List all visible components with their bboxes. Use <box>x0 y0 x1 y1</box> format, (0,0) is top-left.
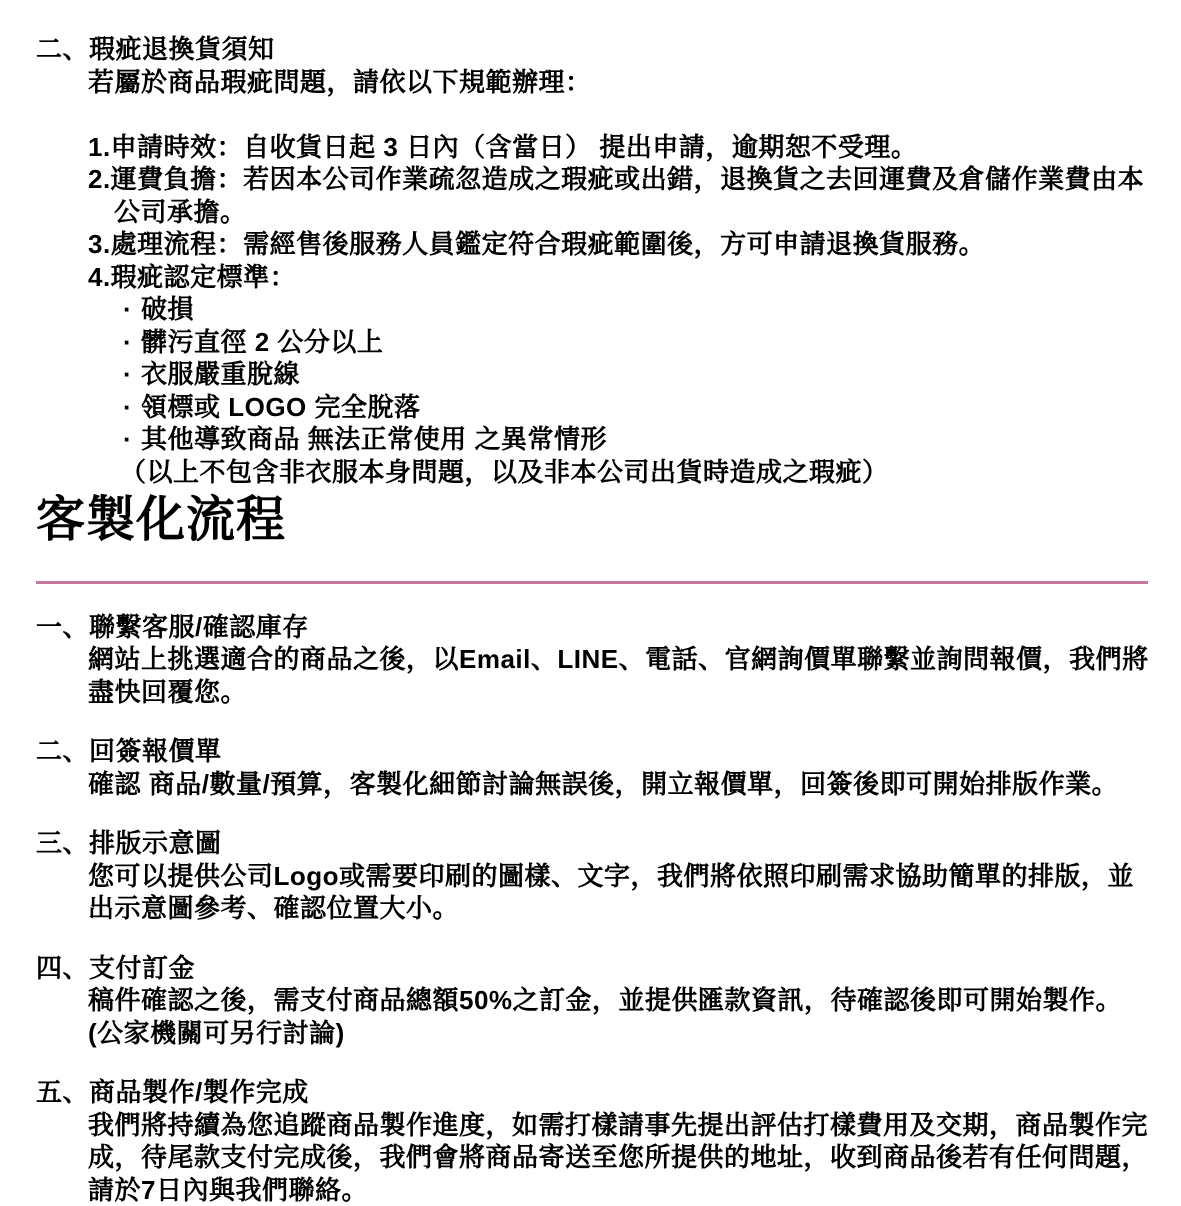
step-sign-quotation <box>36 735 1151 800</box>
step-title: 五、商品製作/製作完成 <box>36 1077 309 1108</box>
step-line: 確認 商品/數量/預算，客製化細節討論無誤後，開立報價單，回簽後即可開始排版作業。 <box>88 768 1119 799</box>
step-title: 一、聯繫客服/確認庫存 <box>36 611 309 642</box>
bullet-dot: · <box>123 424 133 454</box>
criteria-item-text: 領標或 LOGO 完全脫落 <box>141 391 421 422</box>
defect-intro: 若屬於商品瑕疵問題，請依以下規範辦理： <box>88 66 592 97</box>
step-title: 四、支付訂金 <box>36 952 196 983</box>
step-line: 網站上挑選適合的商品之後，以Email、LINE、電話、官網詢價單聯繫並詢問報價，我們將 <box>88 644 1149 675</box>
criteria-item-text: 破損 <box>141 294 195 324</box>
defect-rule-4: 4.瑕疵認定標準： <box>88 261 297 292</box>
step-line: 稿件確認之後，需支付商品總額50%之訂金，並提供匯款資訊，待確認後即可開始製作。 <box>88 985 1123 1016</box>
bullet-dot: · <box>123 294 133 324</box>
step-pay-deposit <box>36 952 1151 1050</box>
defect-rule-2-cont: 公司承擔。 <box>114 196 247 227</box>
defect-note: （以上不包含非衣服本身問題，以及非本公司出貨時造成之瑕疵） <box>120 456 889 487</box>
defect-rule-3: 3.處理流程：需經售後服務人員鑑定符合瑕疵範圍後，方可申請退換貨服務。 <box>88 229 986 259</box>
bullet-dot: · <box>123 326 133 357</box>
bullet-dot: · <box>123 391 133 422</box>
step-line: 成，待尾款支付完成後，我們會將商品寄送至您所提供的地址，收到商品後若有任何問題， <box>88 1142 1149 1173</box>
step-production-complete <box>36 1076 1151 1206</box>
criteria-item-text: 衣服嚴重脫線 <box>141 359 301 389</box>
step-line: (公家機關可另行討論) <box>88 1017 345 1048</box>
step-title: 三、排版示意圖 <box>36 828 222 859</box>
step-line: 請於7日內與我們聯絡。 <box>88 1174 368 1205</box>
step-line: 盡快回覆您。 <box>88 676 248 707</box>
step-line: 您可以提供公司Logo或需要印刷的圖樣、文字，我們將依照印刷需求協助簡單的排版，並 <box>88 860 1135 891</box>
step-line: 出示意圖參考、確認位置大小。 <box>88 893 460 924</box>
bullet-dot: · <box>123 359 133 389</box>
criteria-item <box>123 326 1151 359</box>
defect-rule-2: 2.運費負擔：若因本公司作業疏忽造成之瑕疵或出錯，退換貨之去回運費及倉儲作業費由本 <box>88 164 1145 194</box>
defect-section-title: 二、瑕疵退換貨須知 <box>36 34 275 64</box>
criteria-item <box>123 293 1151 326</box>
step-contact-service <box>36 611 1151 709</box>
defect-rule-1: 1.申請時效：自收貨日起 3 日內（含當日） 提出申請，逾期恕不受理。 <box>88 131 918 162</box>
defect-return-section <box>36 33 1151 488</box>
step-line: 我們將持續為您追蹤商品製作進度，如需打樣請事先提出評估打樣費用及交期，商品製作完 <box>88 1109 1149 1140</box>
defect-criteria-list <box>36 293 1151 488</box>
page-title: 客製化流程 <box>36 493 287 547</box>
criteria-item <box>123 423 1151 456</box>
step-layout-preview <box>36 827 1151 925</box>
criteria-item <box>123 391 1151 424</box>
criteria-item-text: 其他導致商品 無法正常使用 之異常情形 <box>141 424 607 454</box>
step-title: 二、回簽報價單 <box>36 736 222 767</box>
criteria-item <box>123 358 1151 391</box>
defect-rules <box>36 131 1151 294</box>
criteria-item-text: 髒污直徑 2 公分以上 <box>141 326 384 357</box>
section-divider <box>36 581 1148 584</box>
